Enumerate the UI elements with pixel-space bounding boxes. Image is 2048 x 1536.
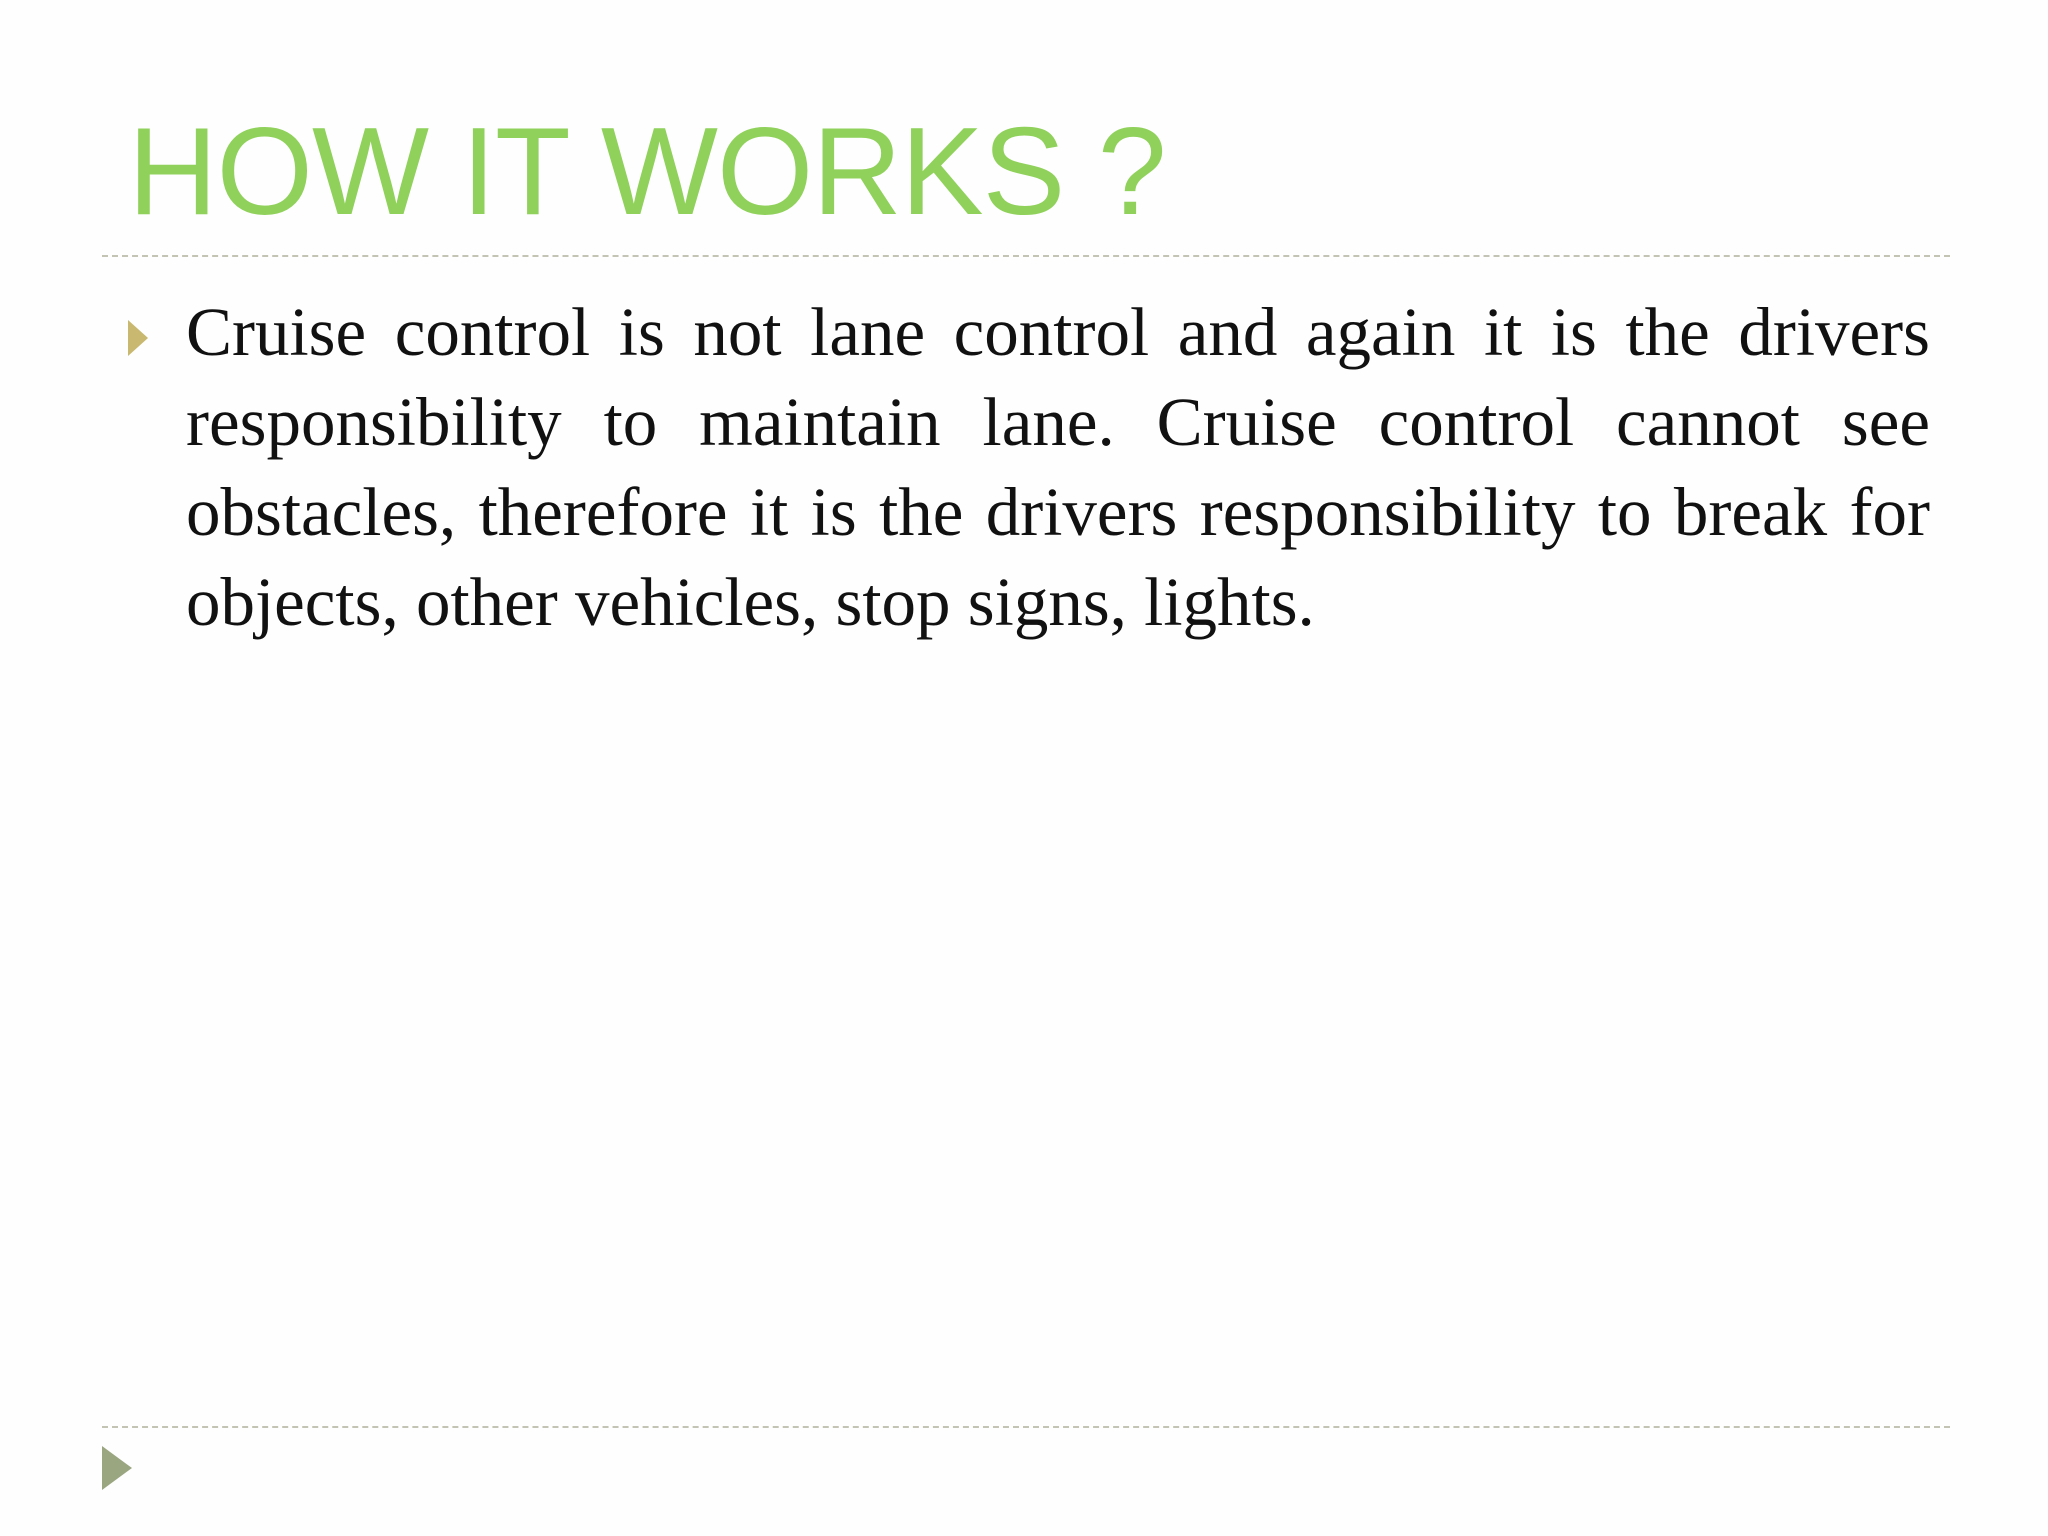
title-divider	[102, 255, 1950, 257]
triangle-bullet-icon	[128, 320, 148, 356]
slide-title: HOW IT WORKS ?	[128, 103, 1166, 241]
bullet-text: Cruise control is not lane control and again it is the drivers responsibility to maintain lane. Cruise control cannot see obstacles, therefore it is the drivers responsibility to break for objects, other vehicles, stop signs, lights.	[186, 294, 1930, 640]
next-slide-arrow-icon[interactable]	[102, 1446, 132, 1490]
footer-divider	[102, 1426, 1950, 1428]
